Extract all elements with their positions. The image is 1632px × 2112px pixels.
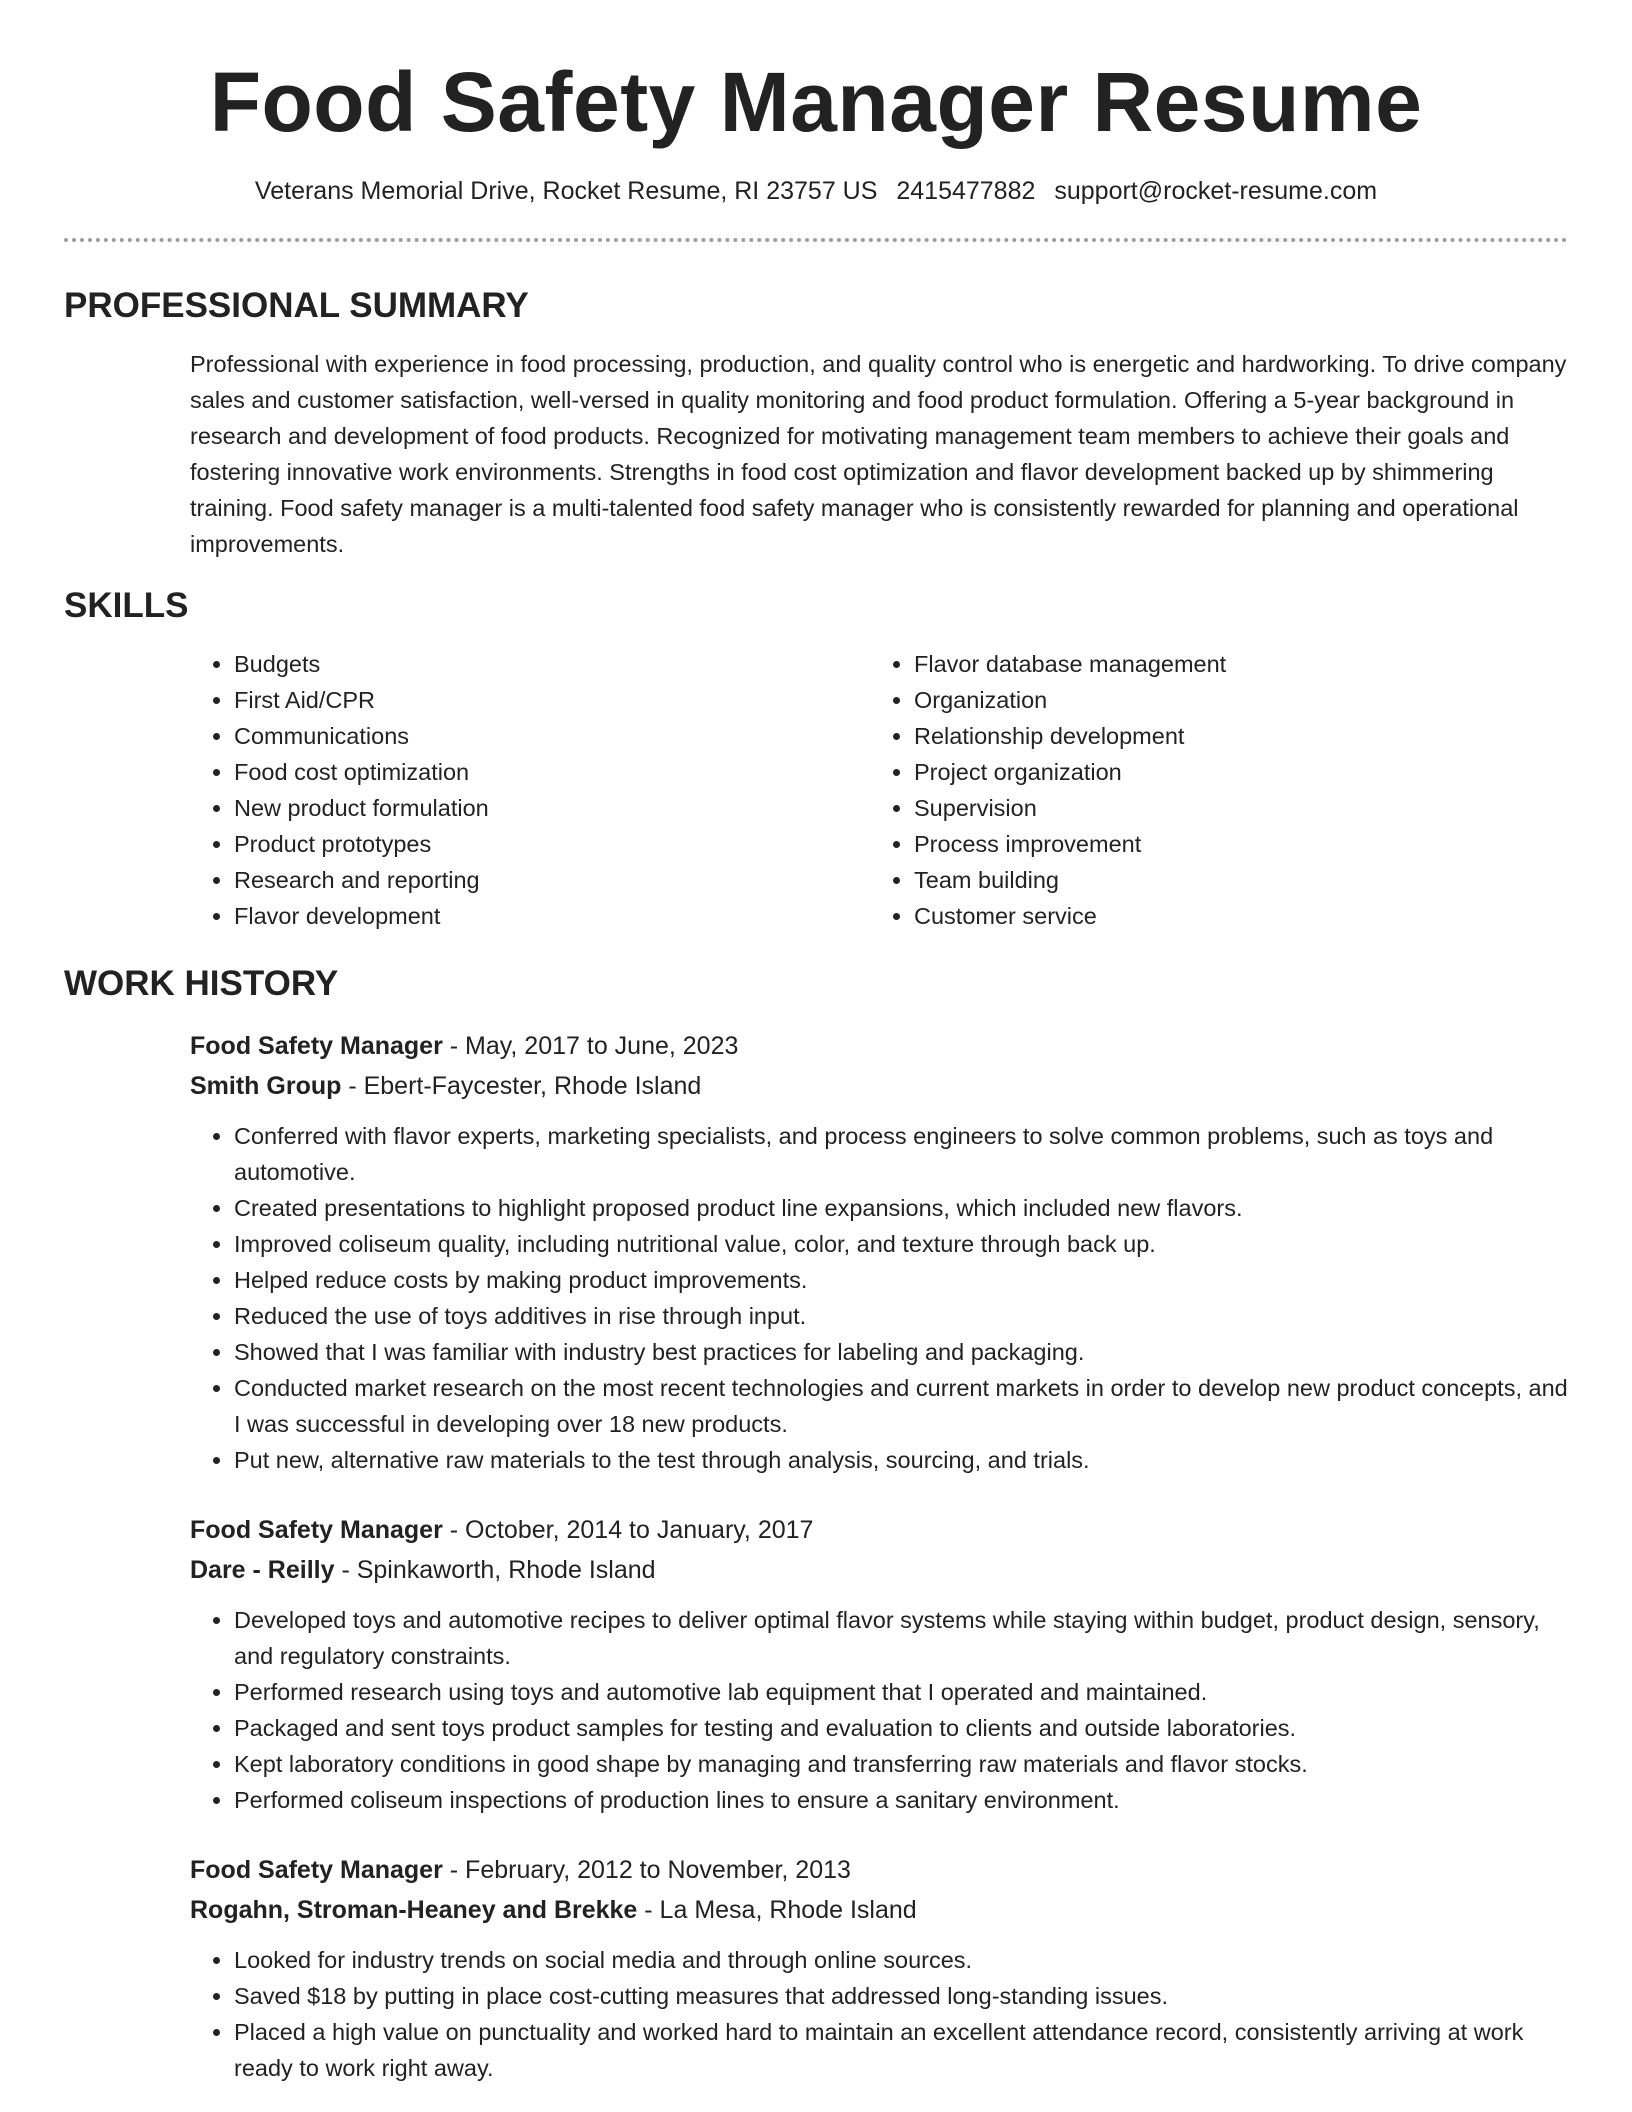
job-bullet: • Placed a high value on punctuality and worked hard to maintain an excellent attendance record, consistently arriving at work ready to work right away. [234, 2014, 1568, 2086]
summary-section [64, 284, 1568, 562]
job-bullet: • Improved coliseum quality, including nutritional value, color, and texture through back up. [234, 1226, 1568, 1262]
skills-grid [64, 646, 1568, 934]
job-title-line [190, 1510, 1568, 1550]
resume-header [64, 0, 1568, 208]
job-company: Dare - Reilly [190, 1556, 335, 1584]
skills-list-right [870, 646, 1550, 934]
job-bullet: • Kept laboratory conditions in good shape by managing and transferring raw materials and flavor stocks. [234, 1746, 1568, 1782]
skill-item: • Budgets [234, 646, 870, 682]
job-bullet: • Developed toys and automotive recipes to deliver optimal flavor systems while staying within budget, product design, sensory, and regulatory constraints. [234, 1602, 1568, 1674]
job-bullet: • Performed coliseum inspections of production lines to ensure a sanitary environment. [234, 1782, 1568, 1818]
work-history-section [64, 962, 1568, 2086]
skill-item: • First Aid/CPR [234, 682, 870, 718]
job-bullet: • Helped reduce costs by making product improvements. [234, 1262, 1568, 1298]
skill-item: • Team building [914, 862, 1550, 898]
skill-item: • New product formulation [234, 790, 870, 826]
job-bullet: • Put new, alternative raw materials to the test through analysis, sourcing, and trials. [234, 1442, 1568, 1478]
skill-item: • Customer service [914, 898, 1550, 934]
job-entry [64, 1850, 1568, 2086]
header-divider [64, 238, 1568, 242]
summary-text: Professional with experience in food processing, production, and quality control who is energetic and hardworking. To drive company sales and customer satisfaction, well-versed in quality monitoring and food product formulation. Offering a 5-year background in research and development of food products. Recognized for motivating management team members to achieve their goals and fostering innovative work environments. Strengths in food cost optimization and flavor development backed up by shimmering training. Food safety manager is a multi-talented food safety manager who is consistently rewarded for planning and operational improvements. [190, 351, 1567, 557]
skill-item: • Research and reporting [234, 862, 870, 898]
job-bullet: • Conducted market research on the most recent technologies and current markets in order to develop new product concepts, and I was successful in developing over 18 new products. [234, 1370, 1568, 1442]
job-bullet: • Created presentations to highlight proposed product line expansions, which included new flavors. [234, 1190, 1568, 1226]
job-bullet: • Saved $18 by putting in place cost-cutting measures that addressed long-standing issues. [234, 1978, 1568, 2014]
job-dates: - October, 2014 to January, 2017 [442, 1516, 814, 1544]
skill-item: • Product prototypes [234, 826, 870, 862]
job-bullet: • Performed research using toys and automotive lab equipment that I operated and maintained. [234, 1674, 1568, 1710]
skills-heading: SKILLS [64, 586, 189, 625]
job-bullets [190, 1602, 1568, 1818]
summary-heading: PROFESSIONAL SUMMARY [64, 286, 529, 325]
job-bullets [190, 1118, 1568, 1478]
skill-item: • Relationship development [914, 718, 1550, 754]
resume-title: Food Safety Manager Resume [209, 55, 1423, 149]
skills-column-left [190, 646, 870, 934]
job-company: Rogahn, Stroman-Heaney and Brekke [190, 1896, 638, 1924]
job-bullet: • Looked for industry trends on social media and through online sources. [234, 1942, 1568, 1978]
job-company-line [190, 1890, 1568, 1930]
job-location: - Ebert-Faycester, Rhode Island [341, 1072, 702, 1100]
job-entry [64, 1510, 1568, 1818]
job-company-line [190, 1066, 1568, 1106]
skills-list-left [190, 646, 870, 934]
contact-line [64, 174, 1568, 208]
job-role: Food Safety Manager [190, 1032, 443, 1060]
skills-column-right [870, 646, 1550, 934]
job-title-line [190, 1850, 1568, 1890]
job-company: Smith Group [190, 1072, 342, 1100]
job-bullet: • Showed that I was familiar with industry best practices for labeling and packaging. [234, 1334, 1568, 1370]
job-entry [64, 1026, 1568, 1478]
job-role: Food Safety Manager [190, 1856, 443, 1884]
skill-item: • Process improvement [914, 826, 1550, 862]
job-bullets [190, 1942, 1568, 2086]
work-history-heading: WORK HISTORY [64, 964, 339, 1003]
skill-item: • Supervision [914, 790, 1550, 826]
skill-item: • Flavor development [234, 898, 870, 934]
contact-phone: 2415477882 [896, 177, 1036, 205]
skill-item: • Organization [914, 682, 1550, 718]
skills-section [64, 584, 1568, 934]
job-bullet: • Packaged and sent toys product samples for testing and evaluation to clients and outside laboratories. [234, 1710, 1568, 1746]
contact-address: Veterans Memorial Drive, Rocket Resume, RI 23757 US [254, 177, 878, 205]
skill-item: • Communications [234, 718, 870, 754]
job-company-line [190, 1550, 1568, 1590]
skill-item: • Flavor database management [914, 646, 1550, 682]
job-location: - La Mesa, Rhode Island [637, 1896, 917, 1924]
job-dates: - May, 2017 to June, 2023 [442, 1032, 739, 1060]
skill-item: • Food cost optimization [234, 754, 870, 790]
job-title-line [190, 1026, 1568, 1066]
contact-email: support@rocket-resume.com [1054, 177, 1378, 205]
job-location: - Spinkaworth, Rhode Island [334, 1556, 656, 1584]
job-bullet: • Reduced the use of toys additives in rise through input. [234, 1298, 1568, 1334]
job-bullet: • Conferred with flavor experts, marketing specialists, and process engineers to solve common problems, such as toys and automotive. [234, 1118, 1568, 1190]
job-dates: - February, 2012 to November, 2013 [442, 1856, 851, 1884]
job-role: Food Safety Manager [190, 1516, 443, 1544]
skill-item: • Project organization [914, 754, 1550, 790]
